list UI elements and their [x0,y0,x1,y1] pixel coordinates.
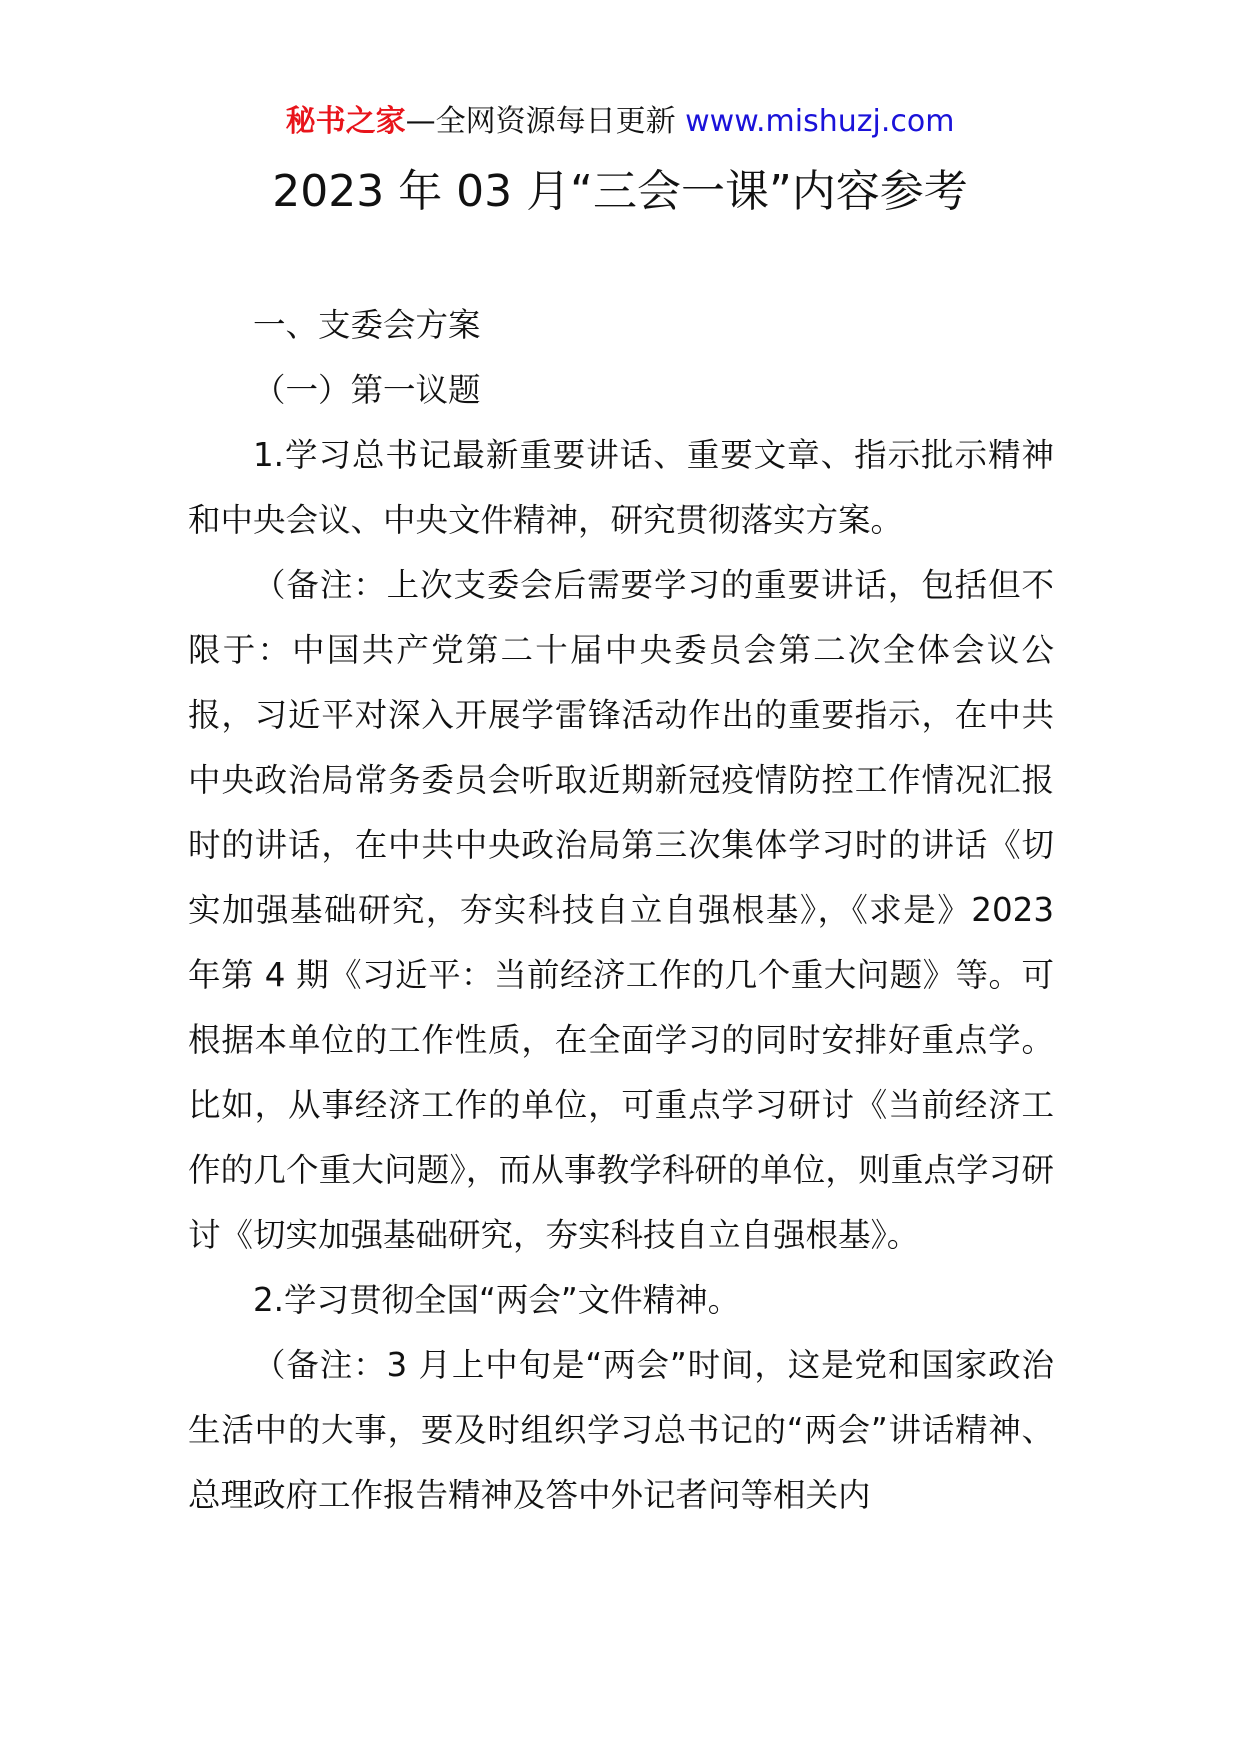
site-url-link[interactable]: www.mishuzj.com [685,104,955,139]
document-body [188,293,1054,1528]
site-brand: 秘书之家 [285,104,406,139]
site-tagline: —全网资源每日更新 [405,104,686,139]
body-paragraph: 1.学习总书记最新重要讲话、重要文章、指示批示精神和中央会议、中央文件精神，研究贯彻落实方案。 [188,436,1054,539]
body-paragraph: 2.学习贯彻全国“两会”文件精神。 [253,1281,741,1319]
body-paragraph: （备注：上次支委会后需要学习的重要讲话，包括但不限于：中国共产党第二十届中央委员会第二次全体会议公报，习近平对深入开展学雷锋活动作出的重要指示，在中共中央政治局常务委员会听取近期新冠疫情防控工作情况汇报时的讲话，在中共中央政治局第三次集体学习时的讲话《切实加强基础研究，夯实科技自立自强根基》，《求是》2023 年第 4 期《习近平：当前经济工作的几个重大问题》等。可根据本单位的工作性质，在全面学习的同时安排好重点学。比如，从事经济工作的单位，可重点学习研讨《当前经济工作的几个重大问题》，而从事教学科研的单位，则重点学习研讨《切实加强基础研究，夯实科技自立自强根基》。 [188,566,1054,1254]
subsection-heading: （一）第一议题 [253,371,481,409]
section-heading: 一、支委会方案 [253,306,481,344]
body-paragraph: （备注：3 月上中旬是“两会”时间，这是党和国家政治生活中的大事，要及时组织学习总书记的“两会”讲话精神、总理政府工作报告精神及答中外记者问等相关内 [188,1346,1054,1514]
document-title: 2023 年 03 月“三会一课”内容参考 [272,166,968,217]
site-header [0,100,1240,144]
